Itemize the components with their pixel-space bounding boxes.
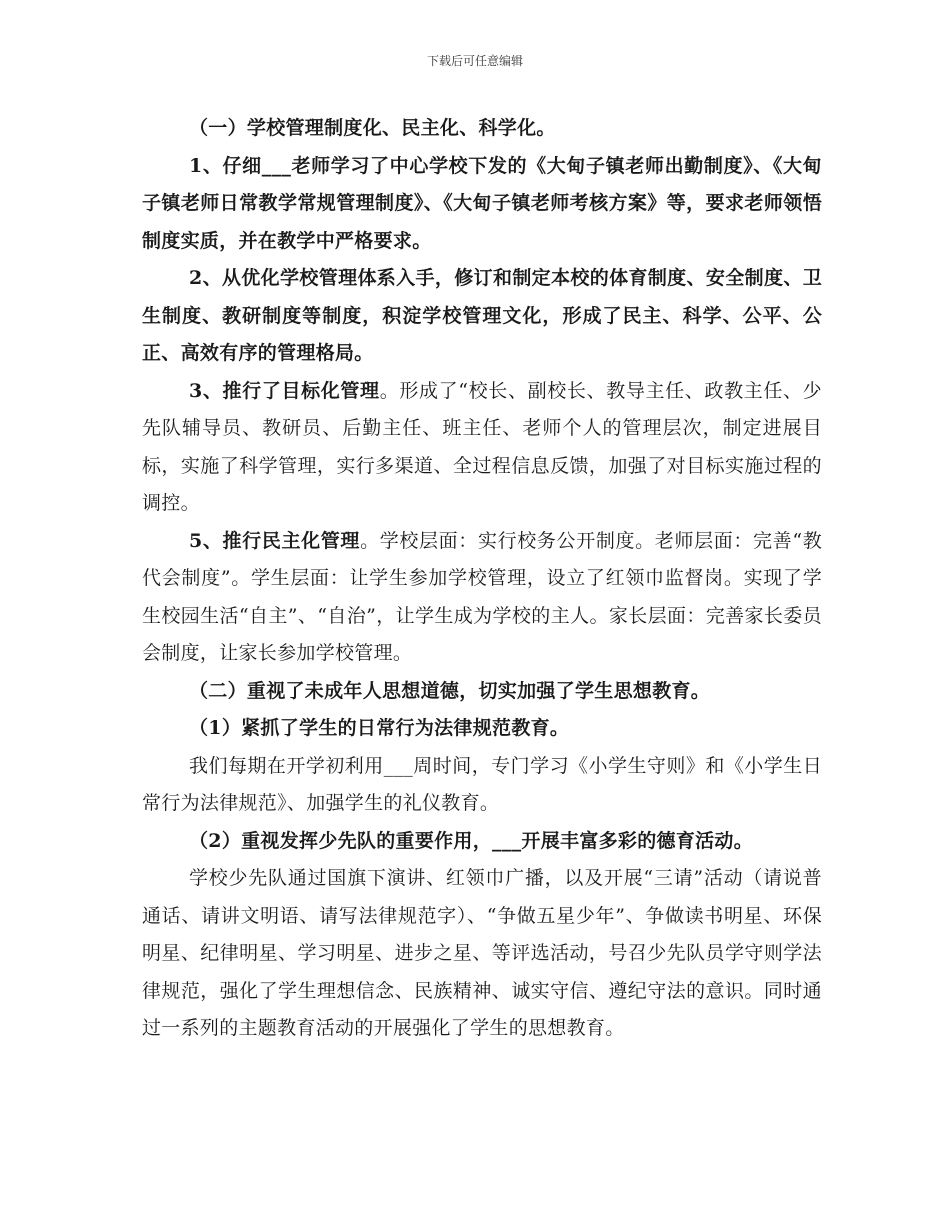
section-heading-1: （一）学校管理制度化、民主化、科学化。 bbox=[189, 117, 556, 139]
subsection-heading-2: （2）重视发挥少先队的重要作用，___开展丰富多彩的德育活动。 bbox=[189, 829, 754, 852]
paragraph-7: 学校少先队通过国旗下演讲、红领巾广播，以及开展“三请”活动（请说普通话、请讲文明语、请写法律规范字）、“争做五星少年”、争做读书明星、环保明星、纪律明星、学习明星、进步之星、等评选活动，号召少先队员学守则学法律规范，强化了学生理想信念、民族精神、诚实守信、遵纪守法的意识。同时通过一系列的主题教育活动的开展强化了学生的思想教育。 bbox=[142, 867, 822, 1039]
section-heading-2: （二）重视了未成年人思想道德，切实加强了学生思想教育。 bbox=[189, 679, 711, 702]
paragraph-5-lead: 5、推行民主化管理 bbox=[189, 529, 361, 552]
paragraph-1: 1、仔细___老师学习了中心学校下发的《大甸子镇老师出勤制度》、《大甸子镇老师日常教学常规管理制度》、《大甸子镇老师考核方案》等，要求老师领悟制度实质，并在教学中严格要求。 bbox=[142, 154, 822, 252]
paragraph-5-body: 。学校层面：实行校务公开制度。老师层面：完善“教代会制度”。学生层面：让学生参加学校管理，设立了红领巾监督岗。实现了学生校园生活“自主”、“自治”，让学生成为学校的主人。家长层面：完善家长委员会制度，让家长参加学校管理。 bbox=[142, 529, 822, 664]
page-header: 下载后可任意编辑 bbox=[426, 54, 523, 68]
paragraph-3-lead: 3、推行了目标化管理 bbox=[189, 379, 380, 402]
paragraph-6: 我们每期在开学初利用___周时间，专门学习《小学生守则》和《小学生日常行为法律规范》、加强学生的礼仪教育。 bbox=[142, 754, 822, 814]
subsection-heading-1: （1）紧抓了学生的日常行为法律规范教育。 bbox=[189, 717, 570, 739]
paragraph-2: 2、从优化学校管理体系入手，修订和制定本校的体育制度、安全制度、卫生制度、教研制度等制度，积淀学校管理文化，形成了民主、科学、公平、公正、高效有序的管理格局。 bbox=[142, 267, 822, 364]
paragraph-5 bbox=[142, 523, 822, 673]
paragraph-3 bbox=[142, 373, 822, 523]
document-body bbox=[142, 110, 822, 1048]
paragraph-3-body: 。形成了“校长、副校长、教导主任、政教主任、少先队辅导员、教研员、后勤主任、班主任、老师个人的管理层次，制定进展目标，实施了科学管理，实行多渠道、全过程信息反馈，加强了对目标实施过程的调控。 bbox=[142, 379, 822, 514]
